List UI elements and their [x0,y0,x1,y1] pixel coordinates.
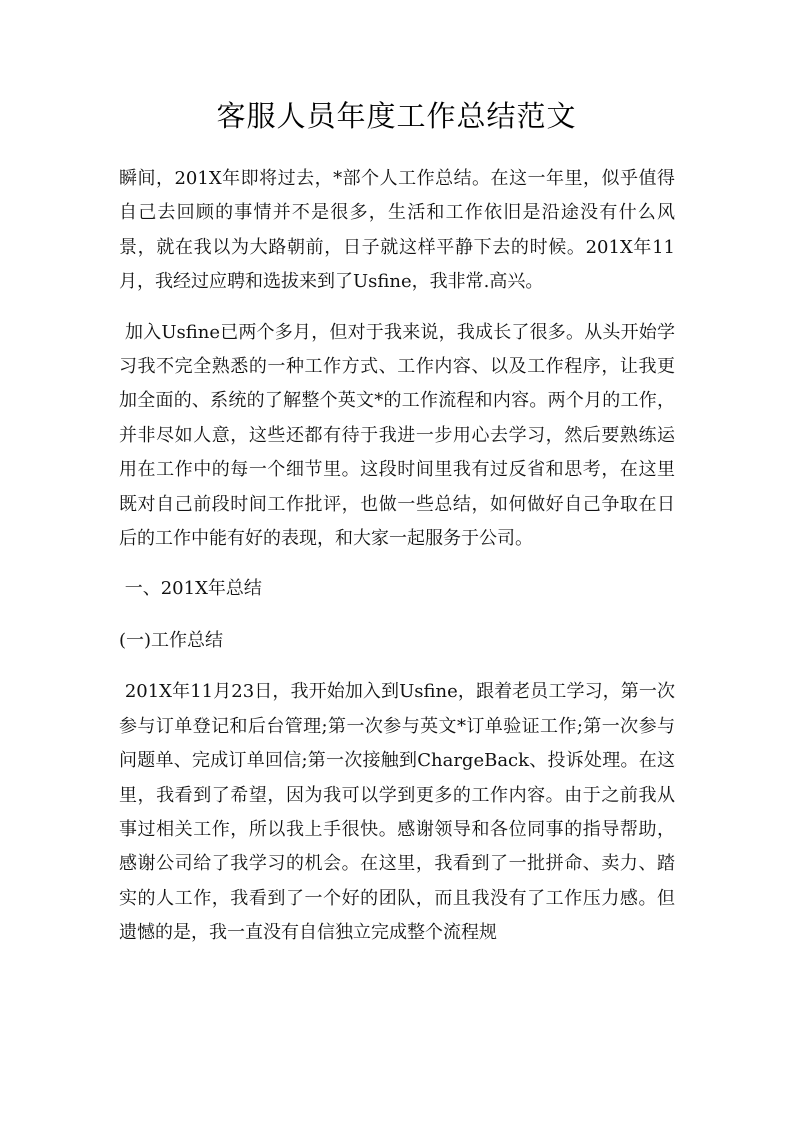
subsection-heading: (一)工作总结 [119,629,224,651]
document-body [119,162,675,951]
paragraph-work-summary: 201X年11月23日，我开始加入到Usfine，跟着老员工学习，第一次参与订单登记和后台管理;第一次参与英文*订单验证工作;第一次参与问题单、完成订单回信;第一次接触到ChargeBack、投诉处理。在这里，我看到了希望，因为我可以学到更多的工作内容。由于之前我从事过相关工作，所以我上手很快。感谢领导和各位同事的指导帮助，感谢公司给了我学习的机会。在这里，我看到了一批拼命、卖力、踏实的人工作，我看到了一个好的团队，而且我没有了工作压力感。但遗憾的是，我一直没有自信独立完成整个流程规 [119,681,675,944]
document-title: 客服人员年度工作总结范文 [216,99,577,133]
paragraph-intro: 瞬间，201X年即将过去，*部个人工作总结。在这一年里，似乎值得自己去回顾的事情并不是很多，生活和工作依旧是沿途没有什么风景，就在我以为大路朝前，日子就这样平静下去的时候。201X年11月，我经过应聘和选拔来到了Usfine，我非常.高兴。 [119,168,675,293]
paragraph-growth: 加入Usfine已两个多月，但对于我来说，我成长了很多。从头开始学习我不完全熟悉的一种工作方式、工作内容、以及工作程序，让我更加全面的、系统的了解整个英文*的工作流程和内容。两个月的工作，并非尽如人意，这些还都有待于我进一步用心去学习，然后要熟练运用在工作中的每一个细节里。这段时间里我有过反省和思考，在这里既对自己前段时间工作批评，也做一些总结，如何做好自己争取在日后的工作中能有好的表现，和大家一起服务于公司。 [119,321,676,550]
section-heading: 一、201X年总结 [119,578,262,600]
